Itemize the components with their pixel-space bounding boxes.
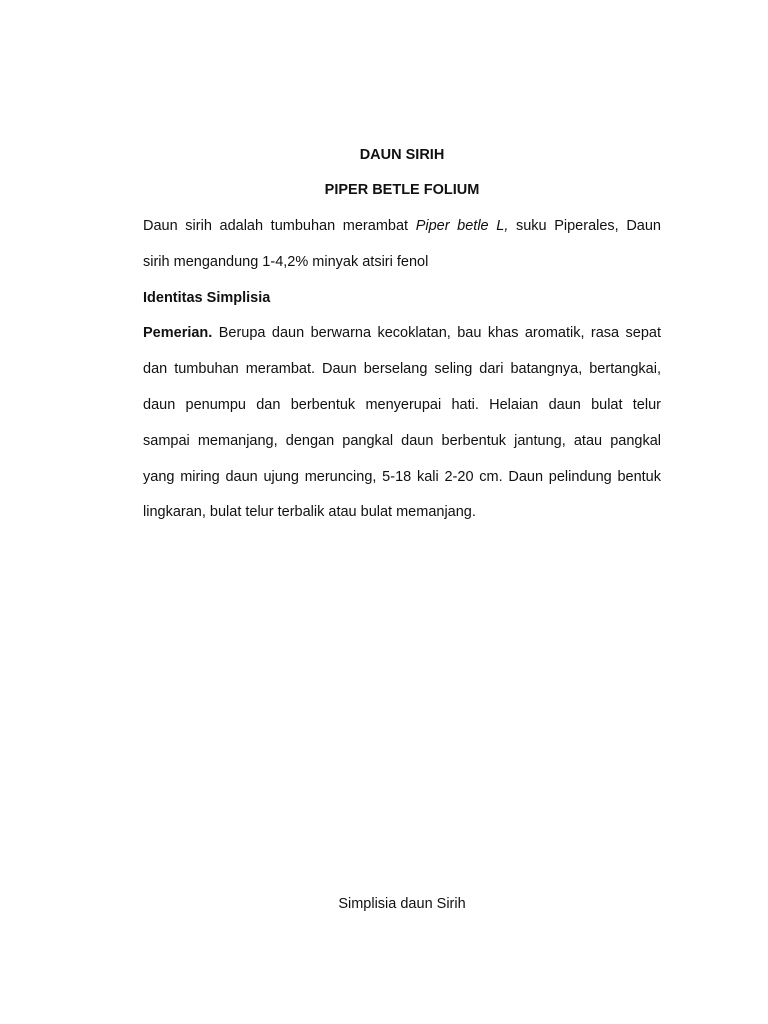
pemerian-line-4: sampai memanjang, dengan pangkal daun berbentuk jantung, atau pangkal	[143, 433, 661, 449]
pemerian-line-5: yang miring daun ujung meruncing, 5-18 kali 2-20 cm. Daun pelindung bentuk	[143, 469, 661, 485]
pemerian-line-2: dan tumbuhan merambat. Daun berselang seling dari batangnya, bertangkai,	[143, 361, 661, 377]
intro-text-continued: suku Piperales, Daun	[508, 218, 661, 234]
pemerian-label: Pemerian.	[143, 325, 213, 341]
intro-line-2: sirih mengandung 1-4,2% minyak atsiri fenol	[143, 254, 429, 270]
image-caption: Simplisia daun Sirih	[338, 896, 466, 912]
document-title: DAUN SIRIH	[359, 147, 445, 163]
section-heading: Identitas Simplisia	[143, 290, 271, 306]
intro-line-1	[143, 216, 661, 236]
intro-text: Daun sirih adalah tumbuhan merambat	[143, 218, 416, 234]
pemerian-line-3: daun penumpu dan berbentuk menyerupai hati. Helaian daun bulat telur	[143, 397, 661, 413]
pemerian-line-1	[143, 323, 661, 343]
pemerian-text: Berupa daun berwarna kecoklatan, bau khas aromatik, rasa sepat	[212, 325, 661, 341]
pemerian-line-6: lingkaran, bulat telur terbalik atau bulat memanjang.	[143, 504, 476, 520]
document-subtitle: PIPER BETLE FOLIUM	[324, 182, 480, 198]
latin-name: Piper betle L,	[415, 218, 509, 234]
